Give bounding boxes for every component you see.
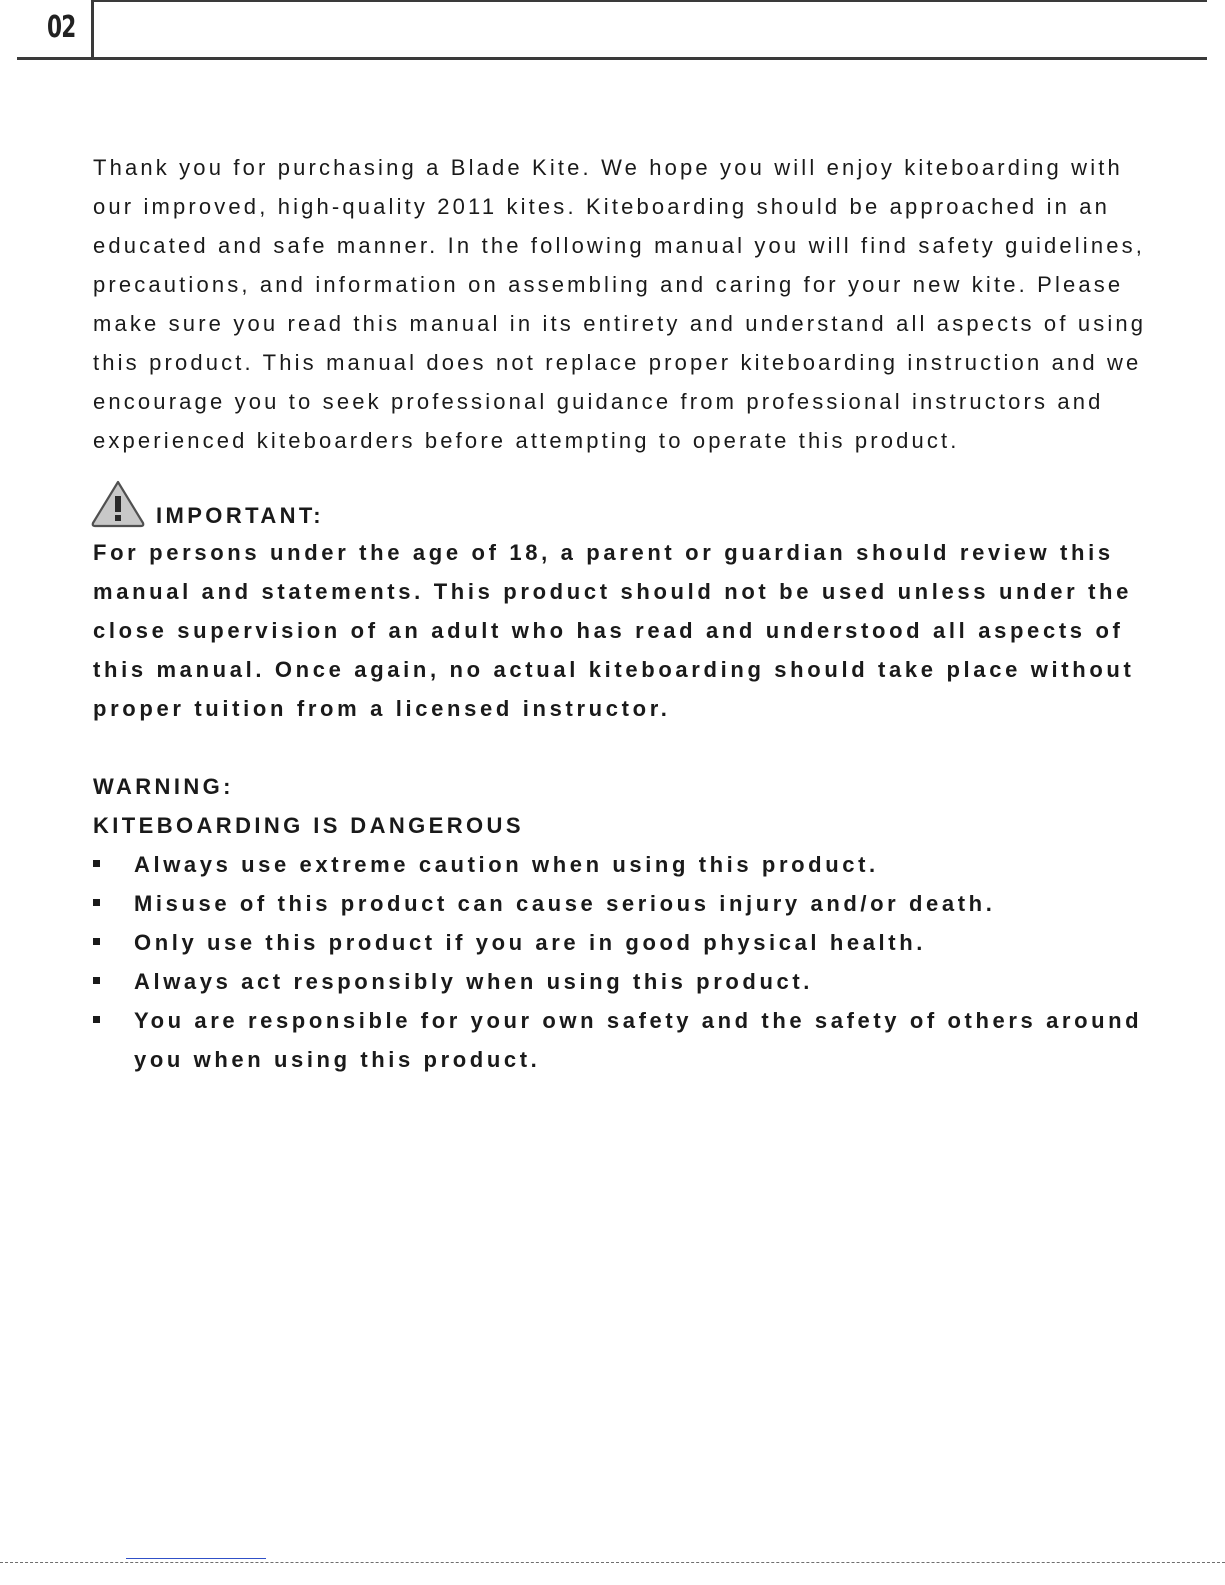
warning-heading: KITEBOARDING IS DANGEROUS — [93, 813, 524, 838]
bullet-icon — [93, 860, 100, 867]
warning-triangle-icon — [90, 479, 146, 529]
list-item-text: Misuse of this product can cause serious injury and/or death. — [134, 891, 996, 916]
list-item-text: You are responsible for your own safety and the safety of others around you when using this product. — [134, 1008, 1143, 1072]
footer-dashed-rule — [0, 1562, 1225, 1563]
list-item — [93, 884, 1153, 923]
warning-label: WARNING: — [93, 774, 234, 799]
footer-link-underline — [126, 1558, 266, 1559]
important-label: IMPORTANT: — [156, 503, 325, 528]
page-content — [93, 148, 1153, 1079]
list-item — [93, 923, 1153, 962]
intro-paragraph: Thank you for purchasing a Blade Kite. We hope you will enjoy kiteboarding with our improved, high-quality 2011 kites. Kiteboarding should be approached in an educated and safe manner. In the following manual you will find safety guidelines, precautions, and information on assembling and caring for your new kite. Please make sure you read this manual in its entirety and understand all aspects of using this product. This manual does not replace proper kiteboarding instruction and we encourage you to seek professional guidance from professional instructors and experienced kiteboarders before attempting to operate this product. — [93, 155, 1147, 453]
list-item-text: Always use extreme caution when using this product. — [134, 852, 879, 877]
header-divider — [91, 0, 94, 58]
bullet-icon — [93, 977, 100, 984]
warning-list — [93, 845, 1153, 1079]
header-bottom-rule — [17, 57, 1207, 60]
list-item — [93, 1001, 1153, 1079]
page-header — [17, 0, 1207, 60]
list-item — [93, 845, 1153, 884]
bullet-icon — [93, 899, 100, 906]
bullet-icon — [93, 1016, 100, 1023]
list-item-text: Only use this product if you are in good physical health. — [134, 930, 926, 955]
header-top-rule — [93, 0, 1207, 2]
bullet-icon — [93, 938, 100, 945]
list-item-text: Always act responsibly when using this product. — [134, 969, 813, 994]
important-heading — [93, 479, 1153, 533]
list-item — [93, 962, 1153, 1001]
page-number: 02 — [47, 10, 76, 45]
important-text: For persons under the age of 18, a parent or guardian should review this manual and statements. This product should not be used unless under the close supervision of an adult who has read and understood all aspects of this manual. Once again, no actual kiteboarding should take place without proper tuition from a licensed instructor. — [93, 540, 1135, 721]
